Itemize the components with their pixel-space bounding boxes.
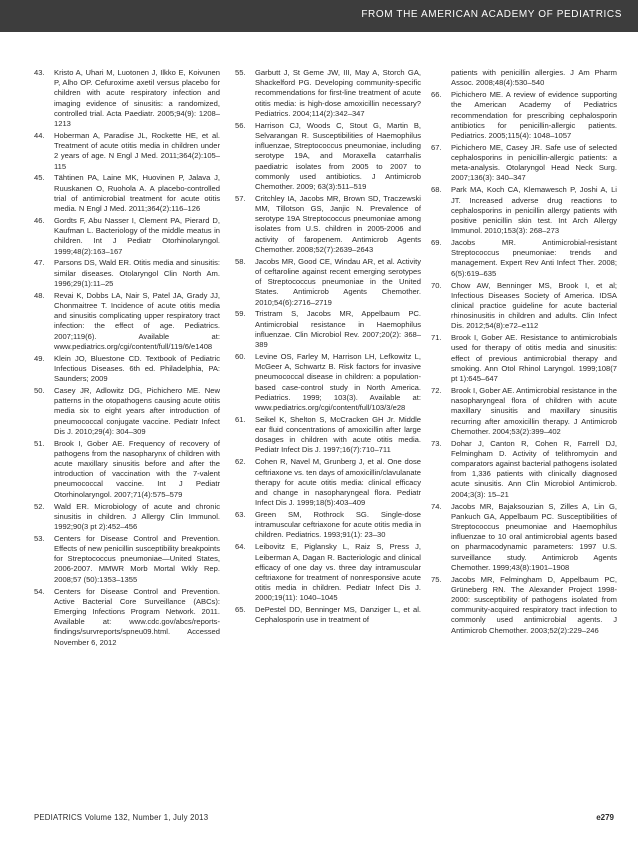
reference-number: 64. <box>235 542 246 552</box>
reference-item <box>431 238 617 279</box>
page-header-bar <box>0 0 638 32</box>
reference-item <box>431 185 617 236</box>
reference-number: 65. <box>235 605 246 615</box>
reference-text: Centers for Disease Control and Prevention. Effects of new penicillin susceptibility breakpoints for Streptococcus pneumoniae—United States, 2006-2007. MMWR Morb Mortal Wkly Rep. 2008;57 (50):1353–1355 <box>54 533 220 584</box>
reference-number: 61. <box>235 414 246 424</box>
reference-number: 70. <box>431 280 442 290</box>
reference-item <box>34 291 220 352</box>
reference-item <box>235 542 421 603</box>
reference-item <box>235 510 421 541</box>
reference-item <box>431 502 617 573</box>
reference-item <box>431 333 617 384</box>
reference-text: Revai K, Dobbs LA, Nair S, Patel JA, Grady JJ, Chonmaitree T. Incidence of acute otitis media and sinusitis complicating upper respiratory tract infection: the effect of age. Pediatrics. 2007;119(6). Available at: www.pediatrics.org/cgi/content/full/119/6/e1408 <box>54 290 220 351</box>
header-title: FROM THE AMERICAN ACADEMY OF PEDIATRICS <box>361 9 622 20</box>
reference-item <box>235 194 421 255</box>
reference-text: Jacobs MR. Antimicrobial-resistant Streptococcus pneumoniae: trends and management. Expert Rev Anti Infect Ther. 2008; 6(5):619–635 <box>451 238 617 278</box>
reference-text: Jacobs MR, Bajaksouzian S, Zilles A, Lin G, Pankuch GA, Appelbaum PC. Susceptibilities of Streptococcus pneumoniae and Haemophilus influenzae to 10 oral antimicrobial agents based on pharmacodynamic parameters: 1997 U.S. surveillance study. Antimicrob Agents Chemother. 1999;43(8):1901–1908 <box>451 501 617 572</box>
reference-item <box>235 415 421 456</box>
reference-item <box>235 309 421 350</box>
reference-number: 58. <box>235 256 246 266</box>
reference-item <box>34 131 220 172</box>
reference-text: Chow AW, Benninger MS, Brook I, et al; Infectious Diseases Society of America. IDSA clinical practice guideline for acute bacterial rhinosinusitis in children and adults. Clin Infect Dis. 2012;54(8):e72–e112 <box>451 280 617 331</box>
reference-item <box>431 281 617 332</box>
reference-number: 44. <box>34 130 45 140</box>
reference-text: Centers for Disease Control and Prevention. Active Bacterial Core Surveillance (ABCs): Emerging Infections Program Network. 2011. Available at: www.cdc.gov/abcs/reports-findings/survreports/spneu09.html. Accessed November 6, 2012 <box>54 586 220 647</box>
reference-number: 56. <box>235 120 246 130</box>
reference-text: Kristo A, Uhari M, Luotonen J, Ilkko E, Koivunen P, Alho OP. Cefuroxime axetil versus placebo for children with acute respiratory infection and imaging evidence of sinusitis: a randomized, controlled trial. Acta Paediatr. 2005;94(9): 1208–1213 <box>54 68 220 129</box>
reference-text: Brook I, Gober AE. Antimicrobial resistance in the nasopharyngeal flora of children with acute maxillary sinusitis and maxillary sinusitis recurring after amoxicillin therapy. J Antimicrob Chemother. 2004;53(2):399–402 <box>451 385 617 436</box>
reference-item <box>235 257 421 308</box>
reference-number: 60. <box>235 351 246 361</box>
reference-text: Jacobs MR, Felmingham D, Appelbaum PC, Grüneberg RN. The Alexander Project 1998-2000: susceptibility of pathogens isolated from community-acquired respiratory tract infection to commonly used antimicrobial agents. J Antimicrob Chemother. 2003;52(2):229–246 <box>451 574 617 635</box>
reference-text: Cohen R, Navel M, Grunberg J, et al. One dose ceftriaxone vs. ten days of amoxicillin/clavulanate therapy for acute otitis media: clinical efficacy and change in nasopharyngeal flora. Pediatr Infect Dis J. 1999;18(5):403–409 <box>255 457 421 508</box>
reference-item <box>34 68 220 129</box>
reference-columns <box>34 68 617 808</box>
reference-number: 67. <box>431 142 442 152</box>
reference-text: Klein JO, Bluestone CD. Textbook of Pediatric Infectious Diseases. 6th ed. Philadelphia, PA: Saunders; 2009 <box>54 353 220 384</box>
reference-item <box>431 90 617 141</box>
reference-text: patients with penicillin allergies. J Am Pharm Assoc. 2008;48(4):530–540 <box>451 68 617 88</box>
reference-text: Jacobs MR, Good CE, Windau AR, et al. Activity of ceftaroline against recent emerging serotypes of Streptococcus pneumoniae in the United States. Antimicrob Agents Chemother. 2010;54(6):2716–2719 <box>255 256 421 307</box>
reference-number: 62. <box>235 457 246 467</box>
reference-item <box>431 439 617 500</box>
reference-item <box>34 587 220 648</box>
reference-text: Hoberman A, Paradise JL, Rockette HE, et al. Treatment of acute otitis media in children under 2 years of age. N Engl J Med. 2011;364(2):105–115 <box>54 130 220 171</box>
reference-text: Garbutt J, St Geme JW, III, May A, Storch GA, Shackelford PG. Developing community-specific recommendations for first-line treatment of acute otitis media: is high-dose amoxicillin necessary? Pediatrics. 2004;114(2):342–347 <box>255 68 421 118</box>
reference-text: Seikel K, Shelton S, McCracken GH Jr. Middle ear fluid concentrations of amoxicillin after large dosages in children with acute otitis media. Pediatr Infect Dis J. 1997;16(7):710–711 <box>255 414 421 455</box>
reference-text: Green SM, Rothrock SG. Single-dose intramuscular ceftriaxone for acute otitis media in children. Pediatrics. 1993;91(1): 23–30 <box>255 510 421 540</box>
reference-text: Tähtinen PA, Laine MK, Huovinen P, Jalava J, Ruuskanen O, Ruohola A. A placebo-controlled trial of antimicrobial treatment for acute otitis media. N Engl J Med. 2011;364(2):116–126 <box>54 173 220 214</box>
reference-text: Tristram S, Jacobs MR, Appelbaum PC. Antimicrobial resistance in Haemophilus influenzae. Clin Microbiol Rev. 2007;20(2): 368–389 <box>255 309 421 350</box>
reference-column-3 <box>431 68 617 808</box>
reference-item <box>34 502 220 533</box>
reference-number: 46. <box>34 215 45 225</box>
reference-number: 69. <box>431 238 442 247</box>
reference-number: 53. <box>34 533 45 543</box>
footer-journal: PEDIATRICS Volume 132, Number 1, July 2013 <box>34 813 209 822</box>
reference-text: Pichichero ME. A review of evidence supporting the American Academy of Pediatrics recommendation for prescribing cephalosporin antibiotics for penicillin-allergic patients. Pediatrics. 2005;115(4): 1048–1057 <box>451 90 617 140</box>
reference-number: 54. <box>34 586 45 596</box>
reference-text: Wald ER. Microbiology of acute and chronic sinusitis in children. J Allergy Clin Immunol. 1992;90(3 pt 2):452–456 <box>54 501 220 531</box>
reference-item <box>34 534 220 585</box>
reference-number: 57. <box>235 193 246 203</box>
reference-number: 63. <box>235 510 246 520</box>
reference-number: 48. <box>34 290 45 300</box>
reference-item <box>34 216 220 257</box>
reference-text: Brook I, Gober AE. Resistance to antimicrobials used for therapy of otitis media and sinusitis: effect of previous antimicrobial therapy and smoking. Ann Otol Rhinol Laryngol. 1999;108(7 pt 1):645–647 <box>451 333 617 384</box>
reference-number: 75. <box>431 574 442 584</box>
reference-number: 73. <box>431 438 442 448</box>
reference-item <box>431 575 617 636</box>
reference-text: Levine OS, Farley M, Harrison LH, Lefkowitz L, McGeer A, Schwartz B. Risk factors for invasive pneumococcal disease in children: a population-based case-control study in North America. Pediatrics. 1999; 103(3). Available at: www.pediatrics.org/cgi/content/full/103/3/e28 <box>255 351 421 412</box>
reference-column-2 <box>235 68 421 808</box>
reference-number: 49. <box>34 353 45 363</box>
reference-number: 55. <box>235 68 246 77</box>
reference-item <box>235 457 421 508</box>
reference-item <box>235 68 421 119</box>
reference-text: DePestel DD, Benninger MS, Danziger L, et al. Cephalosporin use in treatment of <box>255 605 421 625</box>
reference-number: 51. <box>34 438 45 448</box>
reference-item <box>235 605 421 625</box>
reference-item <box>235 352 421 413</box>
reference-column-1 <box>34 68 220 808</box>
reference-text: Casey JR, Adlowitz DG, Pichichero ME. New patterns in the otopathogens causing acute otitis media six to eight years after introduction of pneumococcal conjugate vaccine. Pediatr Infect Dis J. 2010;29(4): 304–309 <box>54 385 220 436</box>
reference-number: 68. <box>431 185 442 195</box>
footer-page-number: e279 <box>596 813 614 822</box>
reference-number: 45. <box>34 173 45 183</box>
reference-text: Gordts F, Abu Nasser I, Clement PA, Pierard D, Kaufman L. Bacteriology of the middle meatus in children. Int J Pediatr Otorhinolaryngol. 1999;48(2):163–167 <box>54 215 220 256</box>
reference-text: Park MA, Koch CA, Klemawesch P, Joshi A, Li JT. Increased adverse drug reactions to cephalosporins in penicillin allergy patients with positive penicillin skin test. Int Arch Allergy Immunol. 2010;153(3): 268–273 <box>451 185 617 236</box>
reference-number: 50. <box>34 385 45 395</box>
reference-number: 47. <box>34 258 45 268</box>
reference-text: Pichichero ME, Casey JR. Safe use of selected cephalosporins in penicillin-allergic patients: a meta-analysis. Otolaryngol Head Neck Surg. 2007;136(3): 340–347 <box>451 142 617 183</box>
reference-number: 71. <box>431 333 442 343</box>
reference-number: 43. <box>34 68 45 77</box>
reference-text: Brook I, Gober AE. Frequency of recovery of pathogens from the nasopharynx of children with acute maxillary sinusitis before and after the introduction of vaccination with the 7-valent pneumococcal vaccine. Int J Pediatr Otorhinolaryngol. 2007;71(4):575–579 <box>54 438 220 499</box>
reference-text: Parsons DS, Wald ER. Otitis media and sinusitis: similar diseases. Otolaryngol Clin North Am. 1996;29(1):11–25 <box>54 258 220 288</box>
reference-text: Critchley IA, Jacobs MR, Brown SD, Traczewski MM, Tillotson GS, Janjic N. Prevalence of serotype 19A Streptococcus pneumoniae among isolates from U.S. children in 2005-2006 and activity of faropenem. Antimicrob Agents Chemother. 2008;52(7):2639–2643 <box>255 193 421 254</box>
reference-item <box>34 258 220 289</box>
reference-number: 74. <box>431 501 442 511</box>
reference-number: 66. <box>431 90 442 100</box>
reference-text: Harrison CJ, Woods C, Stout G, Martin B, Selvarangan R. Susceptibilities of Haemophilus influenzae, Streptococcus pneumoniae, including serotype 19A, and Moraxella catarrhalis paediatric isolates from 2005 to 2007 to commonly used antibiotics. J Antimicrob Chemother. 2009; 63(3):511–519 <box>255 120 421 191</box>
reference-item <box>235 121 421 192</box>
reference-number: 59. <box>235 309 246 319</box>
reference-item <box>34 386 220 437</box>
reference-item <box>431 143 617 184</box>
page-footer <box>34 813 614 827</box>
reference-item <box>431 68 617 88</box>
reference-item <box>34 173 220 214</box>
reference-item <box>34 439 220 500</box>
reference-number: 72. <box>431 385 442 395</box>
reference-number: 52. <box>34 501 45 511</box>
reference-text: Leibovitz E, Piglansky L, Raiz S, Press J, Leiberman A, Dagan R. Bacteriologic and clinical efficacy of one day vs. three day intramuscular ceftriaxone for treatment of nonresponsive acute otitis media in children. Pediatr Infect Dis J. 2000;19(11): 1040–1045 <box>255 542 421 603</box>
reference-item <box>34 354 220 385</box>
reference-item <box>431 386 617 437</box>
reference-text: Dohar J, Canton R, Cohen R, Farrell DJ, Felmingham D. Activity of telithromycin and comparators against bacterial pathogens isolated from 1,336 patients with clinically diagnosed acute sinusitis. Ann Clin Microbiol Antimicrob. 2004;3(3): 15–21 <box>451 438 617 499</box>
